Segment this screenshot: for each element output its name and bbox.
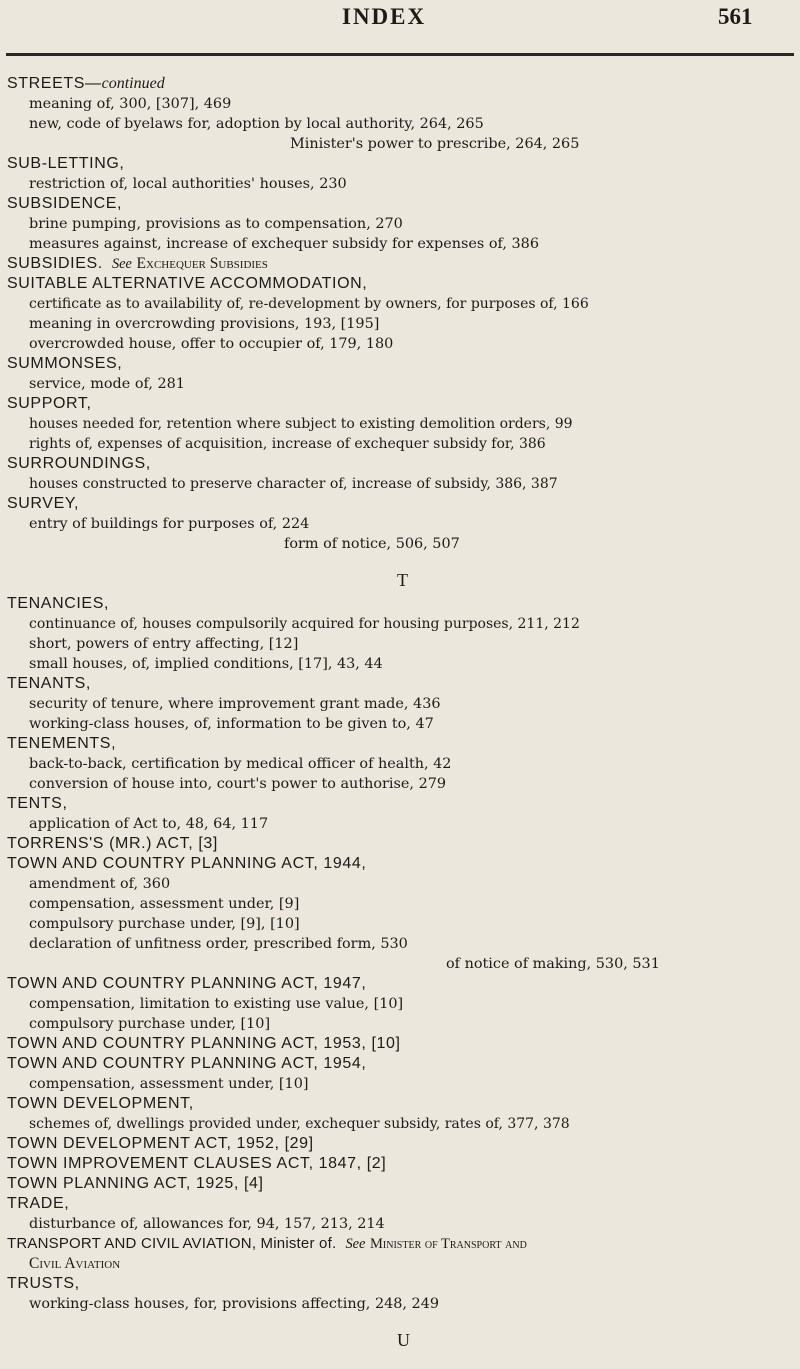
index-subentry: new, code of byelaws for, adoption by local authority, 264, 265 [29,116,484,132]
index-heading: TRANSPORT AND CIVIL AVIATION, Minister of. See Minister of Transport and [7,1235,527,1252]
index-subentry: houses needed for, retention where subject to existing demolition orders, 99 [29,416,573,432]
index-subentry: declaration of unfitness order, prescribed form, 530 [29,936,408,952]
index-heading: TOWN DEVELOPMENT, [7,1095,194,1112]
index-heading: SUPPORT, [7,395,92,412]
index-subentry: form of notice, 506, 507 [284,536,460,552]
index-subentry: entry of buildings for purposes of, 224 [29,516,310,532]
index-subentry: compensation, assessment under, [9] [29,896,300,912]
index-heading: STREETS—continued [7,75,165,92]
index-heading: SURROUNDINGS, [7,455,151,472]
index-subentry: service, mode of, 281 [29,376,185,392]
index-subentry: houses constructed to preserve character of, increase of subsidy, 386, 387 [29,476,558,492]
index-heading: TRADE, [7,1195,70,1212]
section-letter-t: T [397,570,408,590]
index-heading: TOWN IMPROVEMENT CLAUSES ACT, 1847, [2] [7,1155,387,1172]
index-heading: SUITABLE ALTERNATIVE ACCOMMODATION, [7,275,368,292]
index-subentry: compulsory purchase under, [10] [29,1016,271,1032]
index-heading: TOWN PLANNING ACT, 1925, [4] [7,1175,264,1192]
index-subentry: meaning in overcrowding provisions, 193, [195] [29,316,380,332]
index-heading: TOWN AND COUNTRY PLANNING ACT, 1947, [7,975,367,992]
index-heading: TOWN AND COUNTRY PLANNING ACT, 1944, [7,855,367,872]
index-heading: TENTS, [7,795,68,812]
index-heading: SURVEY, [7,495,80,512]
index-subentry: meaning of, 300, [307], 469 [29,96,232,112]
index-subentry: compensation, limitation to existing use value, [10] [29,996,404,1012]
index-subentry: restriction of, local authorities' houses, 230 [29,176,347,192]
index-heading: SUBSIDENCE, [7,195,123,212]
index-subentry: Civil Aviation [29,1255,121,1272]
index-subentry: compensation, assessment under, [10] [29,1076,309,1092]
index-heading: TENANTS, [7,675,91,692]
index-subentry: brine pumping, provisions as to compensation, 270 [29,216,403,232]
index-heading: TENEMENTS, [7,735,117,752]
index-subentry: certificate as to availability of, re-development by owners, for purposes of, 166 [29,296,589,312]
index-subentry: schemes of, dwellings provided under, exchequer subsidy, rates of, 377, 378 [29,1116,570,1132]
index-heading: TORRENS'S (MR.) ACT, [3] [7,835,218,852]
index-subentry: short, powers of entry affecting, [12] [29,636,299,652]
index-subentry: amendment of, 360 [29,876,171,892]
index-heading: SUB-LETTING, [7,155,125,172]
index-subentry: Minister's power to prescribe, 264, 265 [290,136,580,152]
index-subentry: small houses, of, implied conditions, [17], 43, 44 [29,656,383,672]
index-subentry: measures against, increase of exchequer subsidy for expenses of, 386 [29,236,539,252]
index-subentry: rights of, expenses of acquisition, increase of exchequer subsidy for, 386 [29,436,546,452]
index-heading: SUMMONSES, [7,355,123,372]
index-subentry: of notice of making, 530, 531 [446,956,660,972]
index-subentry: back-to-back, certification by medical officer of health, 42 [29,756,452,772]
running-head-title: INDEX [342,4,427,29]
index-subentry: overcrowded house, offer to occupier of, 179, 180 [29,336,394,352]
index-heading: TENANCIES, [7,595,110,612]
page-number: 561 [718,4,753,29]
index-subentry: working-class houses, of, information to be given to, 47 [29,716,434,732]
section-letter-u: U [397,1330,410,1350]
index-subentry: compulsory purchase under, [9], [10] [29,916,300,932]
index-subentry: working-class houses, for, provisions affecting, 248, 249 [29,1296,440,1312]
index-subentry: disturbance of, allowances for, 94, 157, 213, 214 [29,1216,385,1232]
index-subentry: security of tenure, where improvement grant made, 436 [29,696,441,712]
index-heading: TOWN AND COUNTRY PLANNING ACT, 1954, [7,1055,367,1072]
header-rule [6,53,794,56]
index-heading: TOWN DEVELOPMENT ACT, 1952, [29] [7,1135,314,1152]
index-subentry: conversion of house into, court's power to authorise, 279 [29,776,447,792]
index-heading: SUBSIDIES. See Exchequer Subsidies [7,255,268,272]
index-heading: TRUSTS, [7,1275,80,1292]
index-subentry: continuance of, houses compulsorily acquired for housing purposes, 211, 212 [29,616,580,632]
index-heading: TOWN AND COUNTRY PLANNING ACT, 1953, [10] [7,1035,401,1052]
index-subentry: application of Act to, 48, 64, 117 [29,816,269,832]
